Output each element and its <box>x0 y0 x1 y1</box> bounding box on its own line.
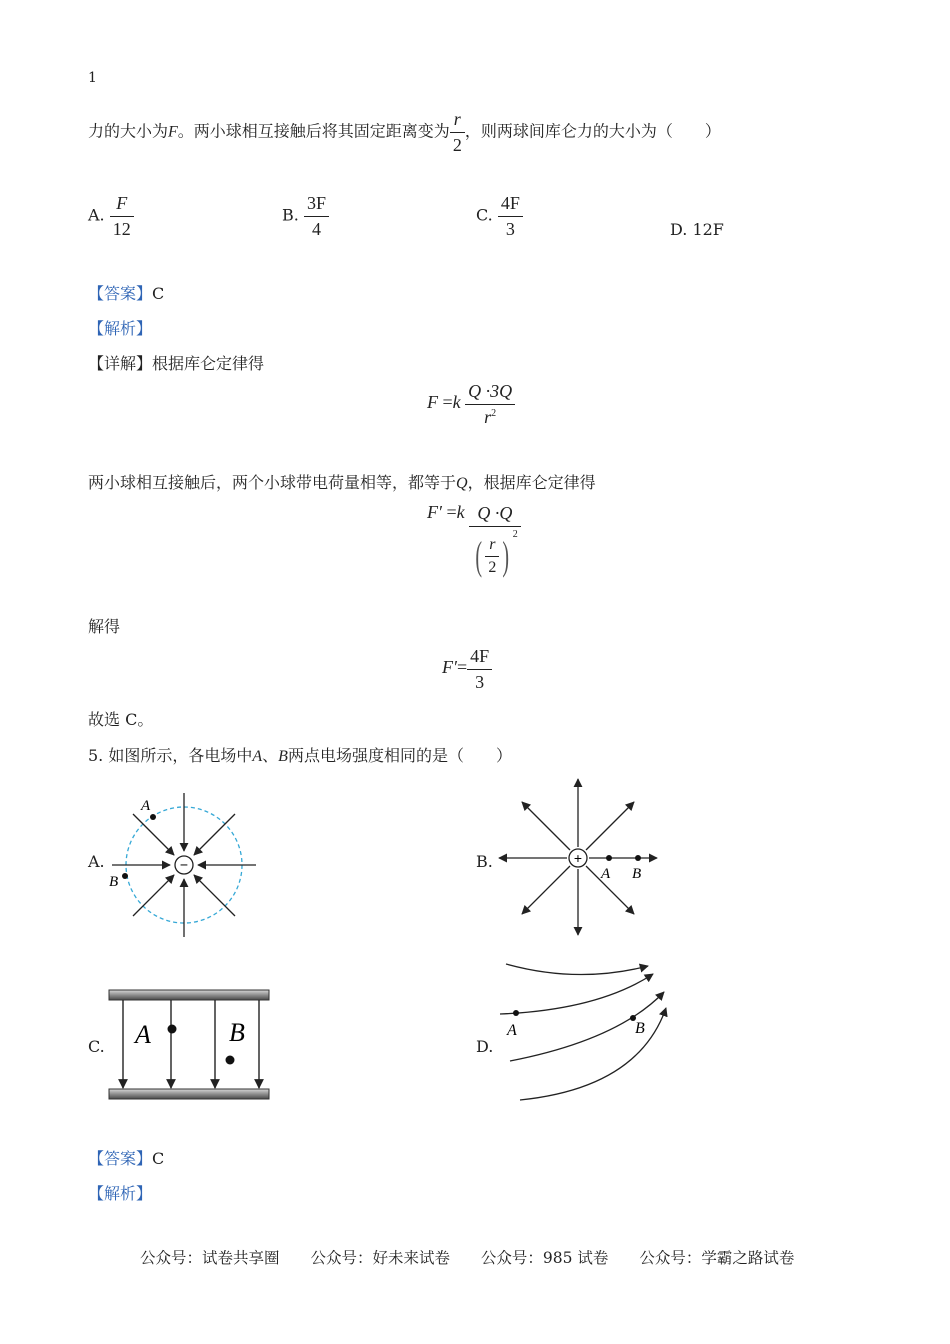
detail-tag: 【详解】 <box>88 354 153 373</box>
footer-item: 公众号：好未来试卷 <box>310 1249 450 1267</box>
q5-option-a-label: A. <box>88 852 105 871</box>
answer-tag: 【答案】 <box>88 1149 153 1168</box>
point-b-dot <box>635 855 641 861</box>
frac-den: 3 <box>475 671 485 692</box>
detail-text: 根据库仑定律得 <box>152 354 265 373</box>
option-letter: C. <box>476 205 493 225</box>
frac-num: Q ·Q <box>469 502 521 527</box>
diagram-a-negative-charge <box>100 785 270 945</box>
top-plate <box>109 990 269 1000</box>
diagram-c-parallel-plates <box>105 985 275 1105</box>
frac-num: Q ·3Q <box>465 380 515 405</box>
point-a-dot <box>150 814 156 820</box>
frac-num: 4F <box>467 645 492 670</box>
frac-num: F <box>110 192 134 217</box>
option-text: 12F <box>692 220 724 239</box>
right-paren: ) <box>502 533 510 579</box>
diagram-b-positive-charge <box>495 775 665 940</box>
formula-eq: = <box>442 392 453 413</box>
q5-stem-part2: 两点电场强度相同的是（ ） <box>287 746 512 765</box>
page-number: 1 <box>88 70 97 86</box>
q5-point-a: A <box>252 748 263 765</box>
q5-answer <box>88 1146 164 1169</box>
point-b-label: B <box>632 866 642 882</box>
q5-option-d-label: D. <box>476 1037 494 1056</box>
q4-analysis-tag: 【解析】 <box>88 319 153 338</box>
left-paren: ( <box>475 533 483 579</box>
formula-2 <box>427 502 521 578</box>
q5-stem <box>88 743 512 766</box>
formula-k: k <box>452 392 461 413</box>
q5-number: 5. <box>88 746 104 765</box>
frac-den: 2 <box>452 134 462 155</box>
point-b-dot <box>226 1056 235 1065</box>
formula-fraction <box>465 380 515 428</box>
option-letter: A. <box>88 205 105 225</box>
frac-exp: 2 <box>491 407 497 419</box>
formula-fraction <box>467 645 492 693</box>
formula-lhs: F <box>427 392 438 413</box>
q4-detail <box>88 351 264 374</box>
option-fraction <box>304 192 329 240</box>
footer-item: 公众号：试卷共享圈 <box>140 1249 280 1267</box>
frac-den: 3 <box>505 218 515 239</box>
option-letter: B. <box>282 205 299 225</box>
answer-tag: 【答案】 <box>88 284 153 303</box>
footer-item: 公众号：985 试卷 <box>480 1249 609 1267</box>
q4-option-c <box>476 192 523 240</box>
q5-option-b-label: B. <box>476 852 493 871</box>
diagram-d-curved-field <box>498 958 678 1108</box>
q4-conclusion: 故选 C。 <box>88 710 154 729</box>
q5-point-b: B <box>278 748 288 765</box>
point-a-dot <box>513 1010 519 1016</box>
q5-analysis-tag: 【解析】 <box>88 1184 153 1203</box>
footer-item: 公众号：学霸之路试卷 <box>639 1249 795 1267</box>
formula-3 <box>442 645 492 693</box>
point-a-label: A <box>141 798 151 814</box>
point-b-label: B <box>635 1020 645 1037</box>
text2-end: ，根据库仑定律得 <box>467 473 596 492</box>
frac-num: r <box>485 535 499 557</box>
q4-text-2 <box>88 470 596 493</box>
option-fraction <box>110 192 134 240</box>
formula-eq: = <box>446 502 457 522</box>
q4-stem-fraction <box>450 108 465 156</box>
formula-lhs: F′ <box>442 657 457 678</box>
q5-stem-part1: 如图所示，各电场中 <box>108 746 253 765</box>
q4-option-d <box>670 220 724 239</box>
point-a-label: A <box>601 866 611 882</box>
q5-sep: 、 <box>262 746 279 765</box>
frac-exp: 2 <box>512 528 518 540</box>
point-a-dot <box>168 1025 177 1034</box>
text2-q: Q <box>456 475 468 492</box>
text2-main: 两小球相互接触后，两个小球带电荷量相等，都等于 <box>88 473 457 492</box>
point-a-dot <box>606 855 612 861</box>
option-fraction <box>498 192 523 240</box>
frac-den: r <box>484 406 492 427</box>
q4-solve: 解得 <box>88 617 121 636</box>
formula-1 <box>427 380 515 428</box>
footer <box>140 1246 794 1268</box>
point-b-label: B <box>229 1018 245 1047</box>
q4-stem-force: F <box>168 123 178 141</box>
point-a-label: A <box>507 1022 517 1039</box>
q4-stem-part1: 力的大小为 <box>88 121 169 141</box>
bottom-plate <box>109 1089 269 1099</box>
q4-option-b <box>282 192 329 240</box>
charge-sign: + <box>573 850 583 866</box>
option-letter: D. <box>670 220 688 239</box>
frac-num: 4F <box>498 192 523 217</box>
frac-den: 4 <box>311 218 321 239</box>
point-a-label: A <box>135 1020 151 1049</box>
q4-stem-part3: ，则两球间库仑力的大小为（ ） <box>464 121 721 141</box>
point-b-dot <box>122 873 128 879</box>
q4-stem <box>88 108 721 156</box>
charge-sign: − <box>179 856 189 873</box>
answer-value: C <box>152 1149 165 1168</box>
frac-den: 12 <box>112 218 131 239</box>
frac-num: 3F <box>304 192 329 217</box>
frac-num: r <box>450 108 465 133</box>
inner-fraction <box>485 535 499 578</box>
formula-lhs: F′ <box>427 502 442 522</box>
q4-option-a <box>88 192 134 240</box>
formula-eq: = <box>456 657 468 678</box>
frac-den: 2 <box>488 558 497 576</box>
q4-answer <box>88 281 164 304</box>
answer-value: C <box>152 284 165 303</box>
formula-fraction <box>469 502 521 578</box>
formula-k: k <box>456 502 465 522</box>
point-b-label: B <box>109 874 119 890</box>
q5-option-c-label: C. <box>88 1037 105 1056</box>
q4-stem-part2: 。两小球相互接触后将其固定距离变为 <box>177 121 450 141</box>
